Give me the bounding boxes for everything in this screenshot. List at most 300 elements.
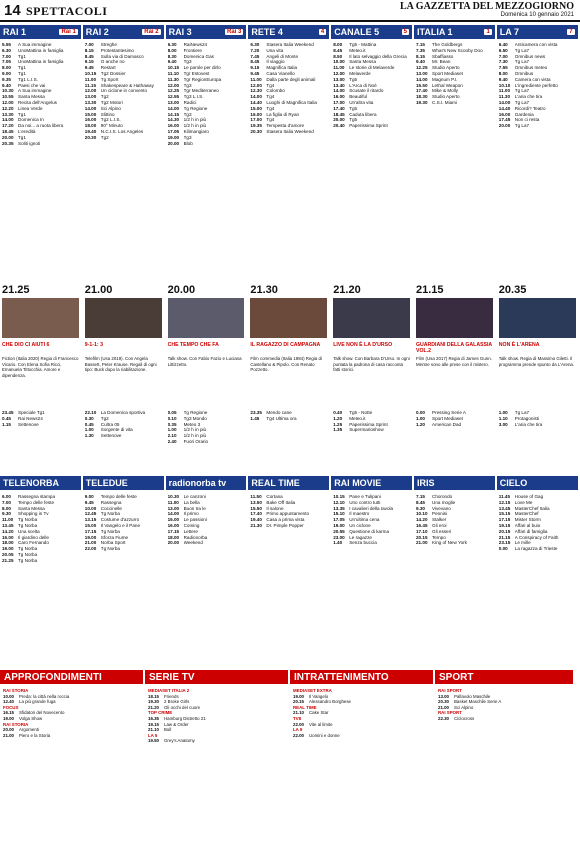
program-time: 19.15 xyxy=(498,522,511,528)
program-title: American Dad xyxy=(432,421,462,427)
program-time: 17.15 xyxy=(167,528,180,534)
program-time: 20.00 xyxy=(167,140,180,146)
program-time: 17.40 xyxy=(333,105,345,111)
program-title: Fuori Orario xyxy=(183,438,209,444)
program-title: MasterChef Italia xyxy=(514,505,550,511)
program-time: 1.00 xyxy=(416,415,425,421)
program-title: Costume d'azzurro xyxy=(100,517,140,523)
program-title: Norba Sport xyxy=(100,540,126,546)
program-time: 21.30 xyxy=(250,522,262,528)
program-title: Stasera Italia Weekend xyxy=(266,42,314,47)
program-title: Tg Sport xyxy=(100,76,119,82)
program-title: Alessandro Borghese xyxy=(309,699,351,705)
program-time: 18.00 xyxy=(2,540,14,546)
afternoon-column-0 xyxy=(2,494,80,664)
program-time: 0.30 xyxy=(84,415,94,421)
footer-section-list xyxy=(293,688,432,838)
footer-section-list xyxy=(148,688,287,838)
program-time: 12.55 xyxy=(167,94,180,100)
subchannel-name: RAI STORIA xyxy=(3,721,29,727)
program-title: Tg3 xyxy=(183,134,192,140)
program-title: Tgr RegionEuropa xyxy=(183,76,222,82)
featured-time: 21.25 xyxy=(2,284,30,296)
morning-column-2 xyxy=(168,42,246,262)
program-time: 6.30 xyxy=(250,42,260,47)
program-title: Shakespeare & Hathaway xyxy=(100,82,154,88)
program-time: 7.35 xyxy=(416,47,425,53)
footer-row xyxy=(293,733,432,739)
program-title: Stasera Italia Weekend xyxy=(266,128,314,134)
channel-header-mid-2 xyxy=(166,476,247,490)
program-title: Coccinelle xyxy=(100,505,122,511)
program-time: 1.20 xyxy=(416,421,425,427)
program-row xyxy=(168,141,246,147)
program-time: 1.00 xyxy=(498,410,508,415)
program-time: 0.05 xyxy=(167,410,177,415)
program-time: 9.00 xyxy=(84,494,94,499)
morning-column-3 xyxy=(250,42,328,262)
program-title: Sorgente di vita xyxy=(100,427,133,433)
program-title: Hamburg Distretto 21 xyxy=(164,715,206,721)
program-title: Restart xyxy=(100,65,116,71)
subchannel-name: TV8 xyxy=(293,715,302,721)
program-time: 14.00 xyxy=(498,99,511,105)
program-time: 14.00 xyxy=(416,76,428,82)
program-title: I cavalieri della tavola xyxy=(349,505,394,511)
program-time: 20.00 xyxy=(167,540,180,546)
program-time: 13.00 xyxy=(438,693,449,699)
channel-header-mid-1 xyxy=(83,476,164,490)
program-title: Lettere xyxy=(183,528,198,534)
program-title: Angeli di Monte xyxy=(266,53,299,59)
program-time: 9.15 xyxy=(84,59,94,65)
program-title: Friends xyxy=(164,693,179,699)
program-time: 0.35 xyxy=(167,421,177,427)
program-row xyxy=(499,546,577,552)
program-time: 20.15 xyxy=(498,528,511,534)
program-row xyxy=(333,123,411,129)
program-time: 9.35 xyxy=(2,76,11,82)
program-title: Magnifica Italia xyxy=(266,65,298,71)
program-title: La più grande fuga xyxy=(19,699,56,705)
program-time: 14.40 xyxy=(250,99,262,105)
program-title: Tg Norba xyxy=(100,511,120,517)
program-title: Tg4 xyxy=(266,117,275,123)
channel-logo-icon: Rai 2 xyxy=(144,29,159,35)
subchannel-name: LA 5 xyxy=(293,727,303,733)
program-row xyxy=(2,141,80,147)
program-row xyxy=(2,558,80,564)
channel-header-4 xyxy=(331,25,412,39)
program-title: Tg5 xyxy=(349,117,358,123)
program-time: 12.15 xyxy=(498,499,511,505)
channel-header-5 xyxy=(414,25,495,39)
featured-time: 21.30 xyxy=(250,284,278,296)
program-row xyxy=(85,135,163,141)
program-title: 2 Broke Girls xyxy=(164,699,190,705)
program-time: 8.00 xyxy=(333,42,343,47)
program-time: 12.10 xyxy=(333,499,345,505)
program-time: 13.35 xyxy=(333,505,345,511)
program-time: 10.30 xyxy=(167,494,180,499)
program-time: 14.00 xyxy=(333,88,345,94)
program-title: Tg3 L.I.S. xyxy=(183,94,204,100)
program-title: Tg La7 xyxy=(514,59,530,65)
program-title: 1/2 h in più xyxy=(183,117,207,123)
program-time: 18.45 xyxy=(333,111,345,117)
newspaper-name: LA GAZZETTA DEL MEZZOGIORNO xyxy=(399,1,574,12)
program-time: 17.05 xyxy=(333,517,345,523)
program-time: 5.55 xyxy=(2,42,11,47)
program-row xyxy=(416,540,494,546)
afternoon-column-1 xyxy=(85,494,163,664)
program-title: Mister Storm xyxy=(514,517,541,523)
featured-image xyxy=(2,298,79,338)
program-title: The Goldbergs xyxy=(432,42,463,47)
program-title: Tg2 Dossier xyxy=(100,70,126,76)
program-title: Tg2 xyxy=(100,94,109,100)
channel-name: RAI 3 xyxy=(168,27,192,37)
program-title: Tg Norba xyxy=(18,557,38,563)
program-title: Mendo cane xyxy=(266,410,292,415)
program-title: Tg5 xyxy=(349,105,358,111)
subchannel-name: REAL TIME xyxy=(293,704,317,710)
subchannel-name: RAI STORIA xyxy=(3,688,29,693)
program-title: Cake Star xyxy=(309,710,329,716)
program-title: 90° Minuto xyxy=(100,123,123,129)
program-title: Weekend xyxy=(183,540,203,546)
program-row xyxy=(250,523,328,529)
program-title: Magnum P.I. xyxy=(432,76,458,82)
program-time: 16.35 xyxy=(148,715,159,721)
program-title: Tg La7 xyxy=(514,88,530,94)
program-title: Domenica Gas xyxy=(183,53,214,59)
evening-column-6 xyxy=(499,410,577,460)
featured-description: Telefilm (Usa 2019). Con Angela Bassett, Peter Krause. Regali di ogni tipo: Buck dopo la riabilitazione. xyxy=(84,356,157,373)
program-time: 17.00 xyxy=(333,99,345,105)
program-title: Domenica In xyxy=(18,117,44,123)
afternoon-column-3 xyxy=(250,494,328,664)
featured-image xyxy=(85,298,162,338)
program-title: Cortana xyxy=(266,494,283,499)
program-time: 14.00 xyxy=(84,105,97,111)
program-time: 21.10 xyxy=(148,727,159,733)
program-title: Piero e la Storia xyxy=(19,732,51,738)
program-title: Tempo delle feste xyxy=(100,494,137,499)
channel-header-1 xyxy=(83,25,164,39)
program-title: Rai News24 xyxy=(18,415,43,421)
channel-name: ITALIA 1 xyxy=(417,27,453,37)
program-title: Questione di karma xyxy=(349,528,390,534)
morning-column-1 xyxy=(85,42,163,262)
program-title: Speciale Tg1 xyxy=(18,410,45,415)
program-time: 14.00 xyxy=(2,117,14,123)
program-time: 13.00 xyxy=(167,505,180,511)
featured-image xyxy=(333,298,410,338)
program-time: 10.15 xyxy=(84,70,97,76)
evening-column-2 xyxy=(168,410,246,460)
featured-title: IL RAGAZZO DI CAMPAGNA xyxy=(250,342,321,348)
program-title: Il Vangelo e il Pane xyxy=(100,522,141,528)
program-title: Uno contro tutti xyxy=(349,499,381,505)
program-time: 13.45 xyxy=(2,522,14,528)
footer-row xyxy=(148,727,287,733)
channel-header-mid-5 xyxy=(414,476,495,490)
footer-row xyxy=(293,710,432,716)
program-time: 22.10 xyxy=(84,410,97,415)
program-title: Il giardino delle xyxy=(18,534,49,540)
program-title: Beautiful xyxy=(349,94,368,100)
program-title: Omnibus xyxy=(514,70,534,76)
program-time: 1.40 xyxy=(333,540,343,546)
footer-section-header: APPROFONDIMENTI xyxy=(0,670,143,684)
program-title: What's New Scooby Doo xyxy=(432,47,483,53)
program-row xyxy=(333,540,411,546)
program-title: Pressing Serie A xyxy=(432,410,466,415)
program-title: Un'altra vita xyxy=(349,99,374,105)
program-time: 7.00 xyxy=(498,53,508,59)
program-title: Studio Aperto xyxy=(432,94,460,100)
program-time: 12.25 xyxy=(167,88,180,94)
program-time: 15.50 xyxy=(416,82,428,88)
program-title: Settenove xyxy=(100,433,122,439)
program-title: Tg Norba xyxy=(18,546,38,552)
program-title: Bull xyxy=(164,727,172,733)
program-title: Le storie di Melaverde xyxy=(349,65,395,71)
program-title: Un ciclone xyxy=(349,522,371,528)
program-title: La figlia di Ryan xyxy=(266,111,300,117)
program-time: 16.00 xyxy=(2,534,14,540)
program-time: 14.40 xyxy=(498,105,511,111)
program-time: 19.35 xyxy=(250,123,262,129)
program-title: Soliti ignoti xyxy=(18,140,41,146)
program-title: Tg La7 xyxy=(514,47,530,53)
program-title: Lethal Weapon xyxy=(432,82,463,88)
program-title: King of New York xyxy=(432,540,467,546)
evening-column-0 xyxy=(2,410,80,460)
program-time: 18.15 xyxy=(148,693,159,699)
program-title: L'aria che tira xyxy=(514,94,543,100)
program-title: Tg5 - Notte xyxy=(349,410,373,415)
program-time: 21.25 xyxy=(2,557,14,563)
program-title: Grey's Anatomy xyxy=(164,738,195,744)
morning-column-4 xyxy=(333,42,411,262)
program-time: 6.00 xyxy=(2,494,11,499)
program-time: 13.40 xyxy=(333,82,345,88)
featured-time: 21.00 xyxy=(84,284,113,296)
program-title: Uomini e donne xyxy=(309,732,340,738)
featured-image xyxy=(416,298,493,338)
program-title: Rassegna stampa xyxy=(18,494,56,499)
program-time: 3.00 xyxy=(498,421,508,427)
program-title: Tg1 L.I.S. xyxy=(18,76,38,82)
masthead xyxy=(0,0,580,22)
program-title: Love Me xyxy=(514,499,533,505)
program-title: 1/2 h in più xyxy=(183,433,207,439)
program-title: L'ingrediente perfetto xyxy=(514,82,558,88)
program-time: 7.00 xyxy=(84,42,94,47)
program-time: 19.30 xyxy=(416,99,428,105)
program-title: Tg Norba xyxy=(18,517,38,523)
footer-row xyxy=(148,738,287,744)
program-title: 1/2 h in più xyxy=(183,123,207,129)
program-title: Tg1 xyxy=(18,134,26,140)
program-title: Da noi... a ruota libera xyxy=(18,123,64,129)
program-title: Paperissima Sprint xyxy=(349,421,388,427)
program-time: 12.40 xyxy=(3,699,14,705)
subchannel-name: LA 5 xyxy=(148,732,158,738)
program-title: A Conspiracy of Faith xyxy=(514,534,559,540)
program-title: Scusate il ritardo xyxy=(349,88,384,94)
program-title: Omnibus meteo xyxy=(514,65,548,71)
program-time: 14.00 xyxy=(250,94,262,100)
featured-title: 9-1-1: 3 xyxy=(84,342,103,348)
program-title: Gli eroi xyxy=(432,522,447,528)
program-title: Una scelta xyxy=(18,528,40,534)
program-title: Tgr Mediterraneo xyxy=(183,88,219,94)
channel-header-mid-4 xyxy=(331,476,412,490)
program-time: 8.45 xyxy=(250,59,260,65)
program-title: MasterChef xyxy=(514,511,539,517)
program-row xyxy=(2,422,80,428)
program-time: 14.00 xyxy=(167,105,180,111)
program-time: 11.45 xyxy=(498,494,511,499)
program-time: 23.15 xyxy=(498,540,511,546)
program-title: Vite al limite xyxy=(309,721,333,727)
program-title: Tg3 Mondo xyxy=(183,415,207,421)
program-title: Tg3 xyxy=(183,111,192,117)
program-time: 2.10 xyxy=(167,433,177,439)
program-row xyxy=(250,129,328,135)
program-title: La ragazza di Trieste xyxy=(514,546,558,552)
footer-section-header: SPORT xyxy=(435,670,573,684)
program-title: Mr. Bean xyxy=(432,59,451,65)
program-time: 14.15 xyxy=(167,111,180,117)
program-row xyxy=(85,546,163,552)
program-row xyxy=(168,439,246,445)
program-time: 17.20 xyxy=(2,123,14,129)
program-title: Santa Messa xyxy=(349,59,376,65)
program-title: Sforza Fiume xyxy=(100,534,129,540)
evening-column-3 xyxy=(250,410,328,460)
program-time: 11.15 xyxy=(84,82,97,88)
program-time: 14.20 xyxy=(2,528,14,534)
featured-description: Talk show. Con Barbara D'Urso. In ogni puntata la padrona di casa racconta fatti storici. xyxy=(333,356,410,373)
program-row xyxy=(333,427,411,433)
program-time: 21.00 xyxy=(84,540,97,546)
evening-column-1 xyxy=(85,410,163,460)
program-time: 8.00 xyxy=(167,47,177,53)
program-time: 9.45 xyxy=(84,499,94,505)
program-time: 16.00 xyxy=(333,94,345,100)
channel-logo-icon: Rai 1 xyxy=(61,29,76,35)
program-title: Mike & Molly xyxy=(432,88,459,94)
program-time: 0.00 xyxy=(416,410,425,415)
program-title: Gli esseri xyxy=(432,528,452,534)
program-time: 10.15 xyxy=(333,494,345,499)
program-title: Camera con vista xyxy=(514,76,551,82)
subchannel-name: TOP CRIME xyxy=(148,710,173,716)
program-time: 13.00 xyxy=(333,76,345,82)
program-title: UnoMattina in famiglia xyxy=(18,59,64,65)
program-time: 19.00 xyxy=(2,546,14,552)
page-number: 14 xyxy=(4,2,21,19)
program-title: Buon tra le xyxy=(183,505,206,511)
program-time: 23.00 xyxy=(333,534,345,540)
program-title: Sbaffiasso xyxy=(432,53,454,59)
program-time: 20.15 xyxy=(416,534,428,540)
program-time: 9.40 xyxy=(498,76,508,82)
footer-row xyxy=(3,733,142,739)
featured-time: 21.20 xyxy=(333,284,361,296)
program-time: 9.45 xyxy=(250,70,260,76)
morning-column-6 xyxy=(499,42,577,262)
program-title: Gli occhi del cuore xyxy=(164,704,201,710)
program-time: 0.40 xyxy=(333,410,343,415)
program-title: C.S.I. Miami xyxy=(432,99,458,105)
program-title: Tg Regione xyxy=(183,105,208,111)
program-title: Radici xyxy=(183,99,197,105)
program-title: Tg1 xyxy=(18,53,26,59)
program-time: 13.00 xyxy=(167,99,180,105)
program-title: Santa Messa xyxy=(18,94,45,100)
program-title: Omnibus news xyxy=(514,53,546,59)
program-title: Pennisi xyxy=(432,511,448,517)
featured-description: Talk show. Regia di Massimo Giletti. Il programma prende spunto da L'Arena. xyxy=(498,356,575,367)
program-title: Coming xyxy=(183,522,200,528)
program-time: 15.10 xyxy=(333,511,345,517)
afternoon-column-4 xyxy=(333,494,411,664)
evening-column-4 xyxy=(333,410,411,460)
program-title: Casa Vianello xyxy=(266,70,295,76)
program-time: 12.00 xyxy=(167,82,180,88)
program-title: Tg Norba xyxy=(18,522,38,528)
program-time: 20.30 xyxy=(84,134,97,140)
program-time: 6.40 xyxy=(498,42,508,47)
program-time: 20.00 xyxy=(3,727,14,733)
program-time: 10.00 xyxy=(84,505,97,511)
program-title: L'aria che tira xyxy=(514,421,543,427)
program-title: Chorondo xyxy=(432,494,453,499)
program-title: Recita dell'Angelus xyxy=(18,99,57,105)
program-time: 8.00 xyxy=(2,505,11,511)
program-time: 10.10 xyxy=(416,511,428,517)
program-time: 0.45 xyxy=(84,421,94,427)
program-time: 17.40 xyxy=(250,511,262,517)
program-row xyxy=(499,123,577,129)
program-time: 15.00 xyxy=(250,105,262,111)
channel-name: IRIS xyxy=(417,478,435,488)
channel-header-3 xyxy=(248,25,329,39)
program-title: Meteo 3 xyxy=(183,421,201,427)
afternoon-column-2 xyxy=(168,494,246,664)
program-row xyxy=(416,422,494,428)
program-title: Tg5 xyxy=(349,76,358,82)
program-time: 20.35 xyxy=(2,140,14,146)
program-title: Volga Show xyxy=(19,715,43,721)
program-time: 7.00 xyxy=(2,53,11,59)
program-title: Affari al buio xyxy=(514,522,541,528)
footer-section-header: INTRATTENIMENTO xyxy=(290,670,433,684)
program-title: L'Arca di Noè xyxy=(349,82,377,88)
featured-title: LIVE NON È LA D'URSO xyxy=(333,342,393,348)
program-title: Vivevano xyxy=(432,505,451,511)
program-time: 17.45 xyxy=(498,117,511,123)
program-time: 8.30 xyxy=(167,53,177,59)
program-title: Tg4 xyxy=(266,105,275,111)
program-time: 7.20 xyxy=(250,47,260,53)
program-title: Tg2 xyxy=(100,415,109,421)
